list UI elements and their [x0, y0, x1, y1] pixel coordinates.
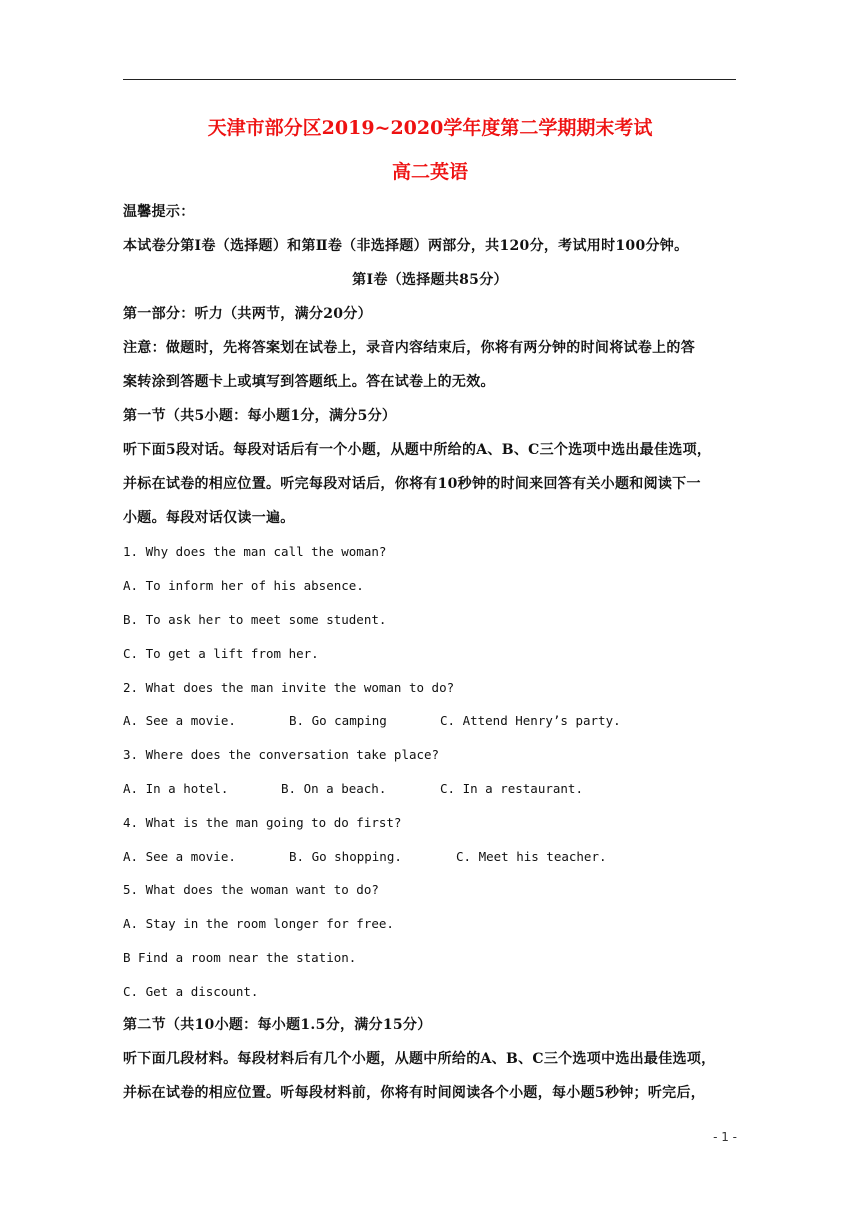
q2-option-c: C. Attend Henry’s party. [440, 713, 621, 728]
part-title: 第一部分：听力（共两节，满分20分） [123, 306, 372, 322]
section2-instruction-2: 并标在试卷的相应位置。听每段材料前，你将有时间阅读各个小题，每小题5秒钟；听完后， [123, 1085, 706, 1101]
q3-option-c: C. In a restaurant. [440, 781, 583, 796]
section1-instruction-3: 小题。每段对话仅读一遍。 [123, 510, 295, 526]
section1-instruction-2: 并标在试卷的相应位置。听完每段对话后，你将有10秒钟的时间来回答有关小题和阅读下一 [123, 476, 701, 492]
notice-line-2: 案转涂到答题卡上或填写到答题纸上。答在试卷上的无效。 [123, 374, 495, 390]
q5-option-b: B Find a room near the station. [123, 950, 357, 965]
exam-title: 天津市部分区2019~2020学年度第二学期期末考试 [207, 117, 653, 139]
q1-option-b: B. To ask her to meet some student. [123, 612, 387, 627]
q3-option-b: B. On a beach. [281, 781, 387, 796]
q4-option-b: B. Go shopping. [289, 849, 402, 864]
section2-title: 第二节（共10小题：每小题1.5分，满分15分） [123, 1017, 432, 1033]
q4-option-c: C. Meet his teacher. [456, 849, 607, 864]
q3-option-a: A. In a hotel. [123, 781, 229, 796]
q4-options [123, 848, 723, 866]
question-3: 3. Where does the conversation take place? [123, 747, 440, 762]
section1-title: 第一节（共5小题：每小题1分，满分5分） [123, 408, 397, 424]
section2-instruction-1: 听下面几段材料。每段材料后有几个小题，从题中所给的A、B、C三个选项中选出最佳选项， [123, 1051, 716, 1067]
q2-options [123, 712, 723, 730]
q1-option-c: C. To get a lift from her. [123, 646, 319, 661]
exam-info: 本试卷分第Ⅰ卷（选择题）和第Ⅱ卷（非选择题）两部分，共120分，考试用时100分钟。 [123, 238, 689, 254]
q1-option-a: A. To inform her of his absence. [123, 578, 364, 593]
q5-option-a: A. Stay in the room longer for free. [123, 916, 394, 931]
q4-option-a: A. See a movie. [123, 849, 236, 864]
volume-title: 第Ⅰ卷（选择题共85分） [352, 272, 508, 288]
exam-subtitle: 高二英语 [391, 161, 468, 183]
q5-option-c: C. Get a discount. [123, 984, 259, 999]
question-4: 4. What is the man going to do first? [123, 815, 402, 830]
section1-instruction-1: 听下面5段对话。每段对话后有一个小题，从题中所给的A、B、C三个选项中选出最佳选项， [123, 442, 712, 458]
notice-line-1: 注意：做题时，先将答案划在试卷上，录音内容结束后，你将有两分钟的时间将试卷上的答 [123, 340, 695, 356]
page-number: - 1 - [713, 1130, 737, 1144]
question-2: 2. What does the man invite the woman to do? [123, 680, 455, 695]
header-rule [123, 79, 736, 80]
tip-label: 温馨提示： [123, 204, 195, 220]
question-1: 1. Why does the man call the woman? [123, 544, 387, 559]
q2-option-a: A. See a movie. [123, 713, 236, 728]
q2-option-b: B. Go camping [289, 713, 387, 728]
q3-options [123, 780, 723, 798]
question-5: 5. What does the woman want to do? [123, 882, 379, 897]
